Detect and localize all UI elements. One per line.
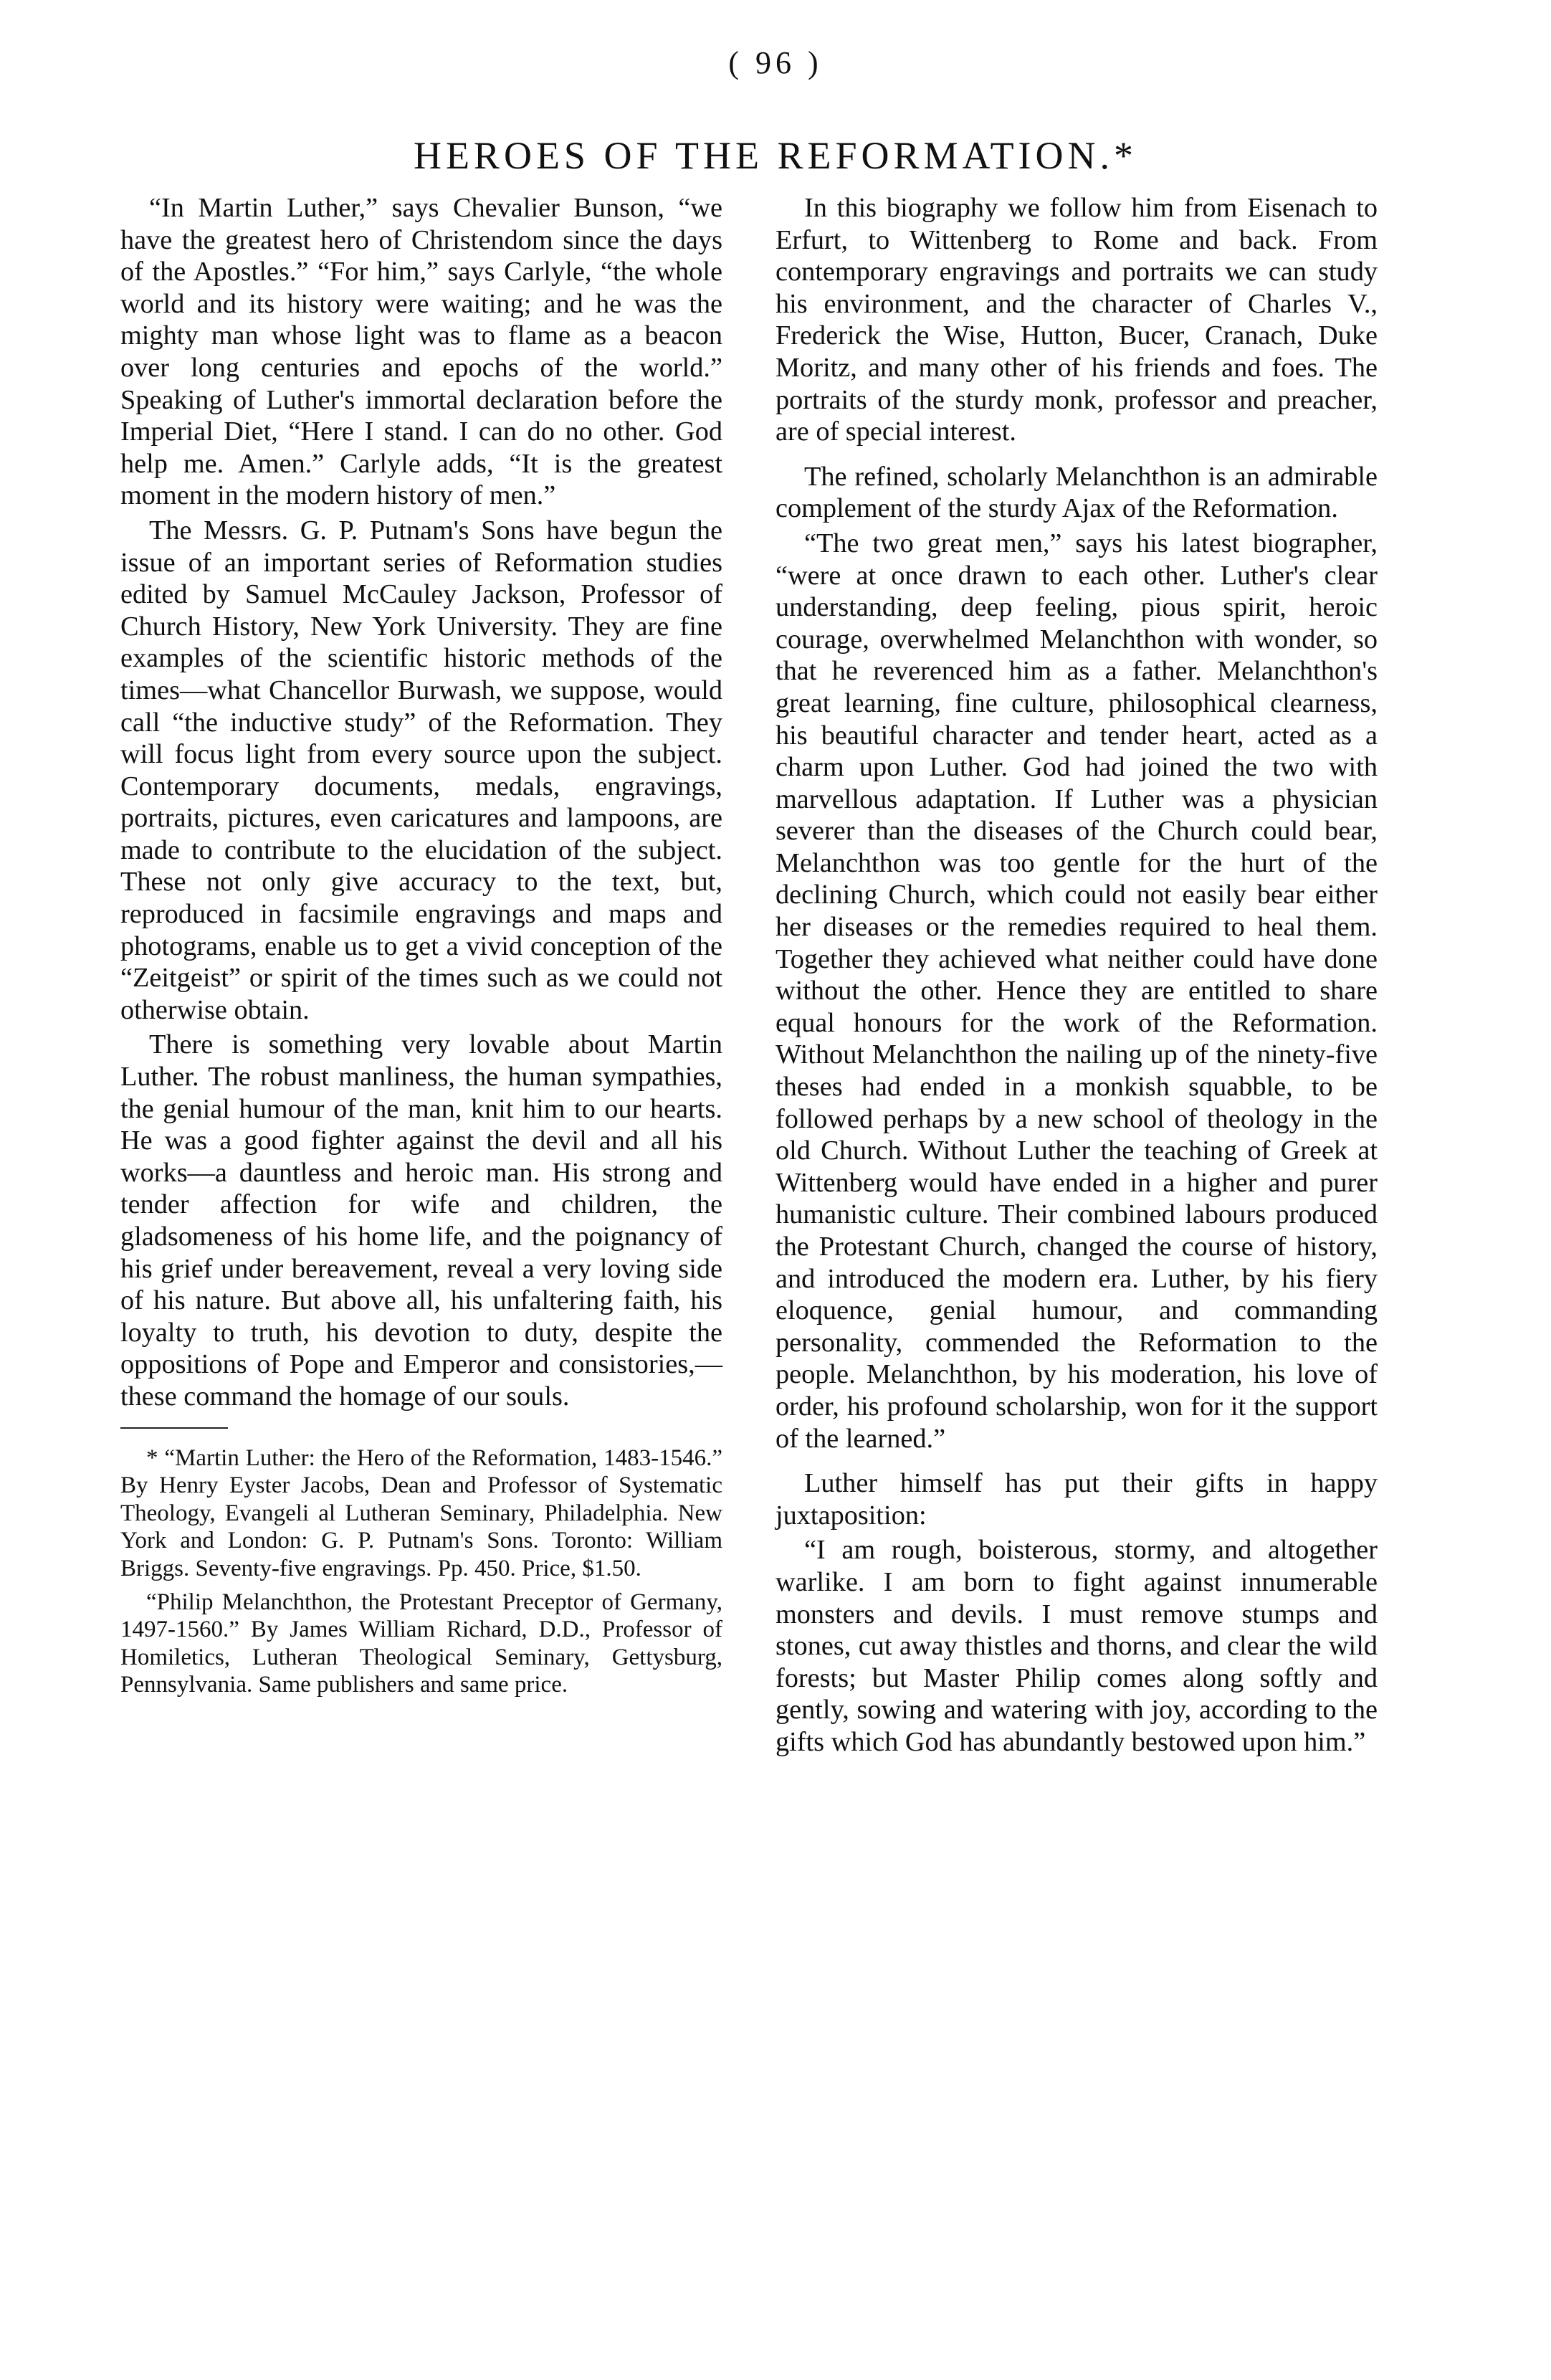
- right-column: [776, 192, 1378, 1758]
- paragraph-biography: In this biography we follow him from Eisenach to Erfurt, to Wittenberg to Rome and back. From contemporary engravings and portraits we can study his environment, and the character of Charles V., Frederick the Wise, Hutton, Bucer, Cranach, Duke Moritz, and many other of his friends and foes. The portraits of the sturdy monk, professor and preacher, are of special interest.: [776, 193, 1378, 447]
- paragraph-intro-quotes: “In Martin Luther,” says Chevalier Bunson, “we have the greatest hero of Christendom since the days of the Apostles.” “For him,” says Carlyle, “the whole world and its history were waiting; and he was the mighty man whose light was to flame as a beacon over long centuries and epochs of the world.” Speaking of Luther's immortal declaration before the Imperial Diet, “Here I stand. I can do no other. God help me. Amen.” Carlyle adds, “It is the greatest moment in the modern history of men.”: [120, 193, 722, 511]
- paragraph-two-great-men: “The two great men,” says his latest biographer, “were at once drawn to each other. Luther's clear understanding, deep feeling, pious spirit, heroic courage, overwhelmed Melanchthon with wonder, so that he reverenced him as a father. Melanchthon's great learning, fine culture, philosophical clearness, his beautiful character and tender heart, acted as a charm upon Luther. God had joined the two with marvellous adaptation. If Luther was a physician severer than the diseases of the Church could bear, Melanchthon was too gentle for the hurt of the declining Church, which could not easily bear either her diseases or the remedies required to heal them. Together they achieved what neither could have done without the other. Hence they are entitled to share equal honours for the work of the Reformation. Without Melanchthon the nailing up of the ninety-five theses had ended in a monkish squabble, to be followed perhaps by a new school of theology in the old Church. Without Luther the teaching of Greek at Wittenberg would have ended in a higher and purer humanistic culture. Their combined labours produced the Protestant Church, changed the course of history, and introduced the modern era. Luther, by his fiery eloquence, genial humour, and commanding personality, commended the Reformation to the people. Melanchthon, by his moderation, his love of order, his profound scholarship, won for it the support of the learned.”: [776, 528, 1378, 1454]
- paragraph-lovable-luther: There is something very lovable about Martin Luther. The robust manliness, the human sympathies, the genial humour of the man, knit him to our hearts. He was a good fighter against the devil and all his works—a dauntless and heroic man. His strong and tender affection for wife and children, the gladsomeness of his home life, and the poignancy of his grief under bereavement, reveal a very loving side of his nature. But above all, his unfaltering faith, his loyalty to truth, his devotion to duty, despite the oppositions of Pope and Emperor and consistories,—these command the homage of our souls.: [120, 1029, 722, 1412]
- left-column: [120, 192, 722, 1699]
- paragraph-luther-quote: “I am rough, boisterous, stormy, and altogether warlike. I am born to fight against innumerable monsters and devils. I must remove stumps and stones, cut away thistles and thorns, and clear the wild forests; but Master Philip comes along softly and gently, sowing and watering with joy, according to the gifts which God has abundantly bestowed upon him.”: [776, 1535, 1378, 1757]
- footnote-martin-luther: * “Martin Luther: the Hero of the Reformation, 1483-1546.” By Henry Eyster Jacobs, Dean and Professor of Systematic Theology, Evangeli al Lutheran Seminary, Philadelphia. New York and London: G. P. Putnam's Sons. Toronto: William Briggs. Seventy-five engravings. Pp. 450. Price, $1.50.: [120, 1444, 722, 1581]
- article-title: HEROES OF THE REFORMATION.*: [413, 134, 1138, 177]
- footnote-divider: [120, 1427, 228, 1429]
- footnote-philip-melanchthon: “Philip Melanchthon, the Protestant Preceptor of Germany, 1497-1560.” By James William Richard, D.D., Professor of Homiletics, Lutheran Theological Seminary, Gettysburg, Pennsylvania. Same publishers and same price.: [120, 1589, 722, 1698]
- page-number: ( 96 ): [728, 45, 823, 80]
- paragraph-putnam-series: The Messrs. G. P. Putnam's Sons have begun the issue of an important series of Reformation studies edited by Samuel McCauley Jackson, Professor of Church History, New York University. They are fine examples of the scientific historic methods of the times—what Chancellor Burwash, we suppose, would call “the inductive study” of the Reformation. They will focus light from every source upon the subject. Contemporary documents, medals, engravings, portraits, pictures, even caricatures and lampoons, are made to contribute to the elucidation of the subject. These not only give accuracy to the text, but, reproduced in facsimile engravings and maps and photograms, enable us to get a vivid conception of the “Zeitgeist” or spirit of the times such as we could not otherwise obtain.: [120, 515, 722, 1025]
- paragraph-juxtaposition: Luther himself has put their gifts in happy juxtaposition:: [776, 1468, 1378, 1531]
- paragraph-melanchthon-complement: The refined, scholarly Melanchthon is an admirable complement of the sturdy Ajax of the Reformation.: [776, 461, 1378, 524]
